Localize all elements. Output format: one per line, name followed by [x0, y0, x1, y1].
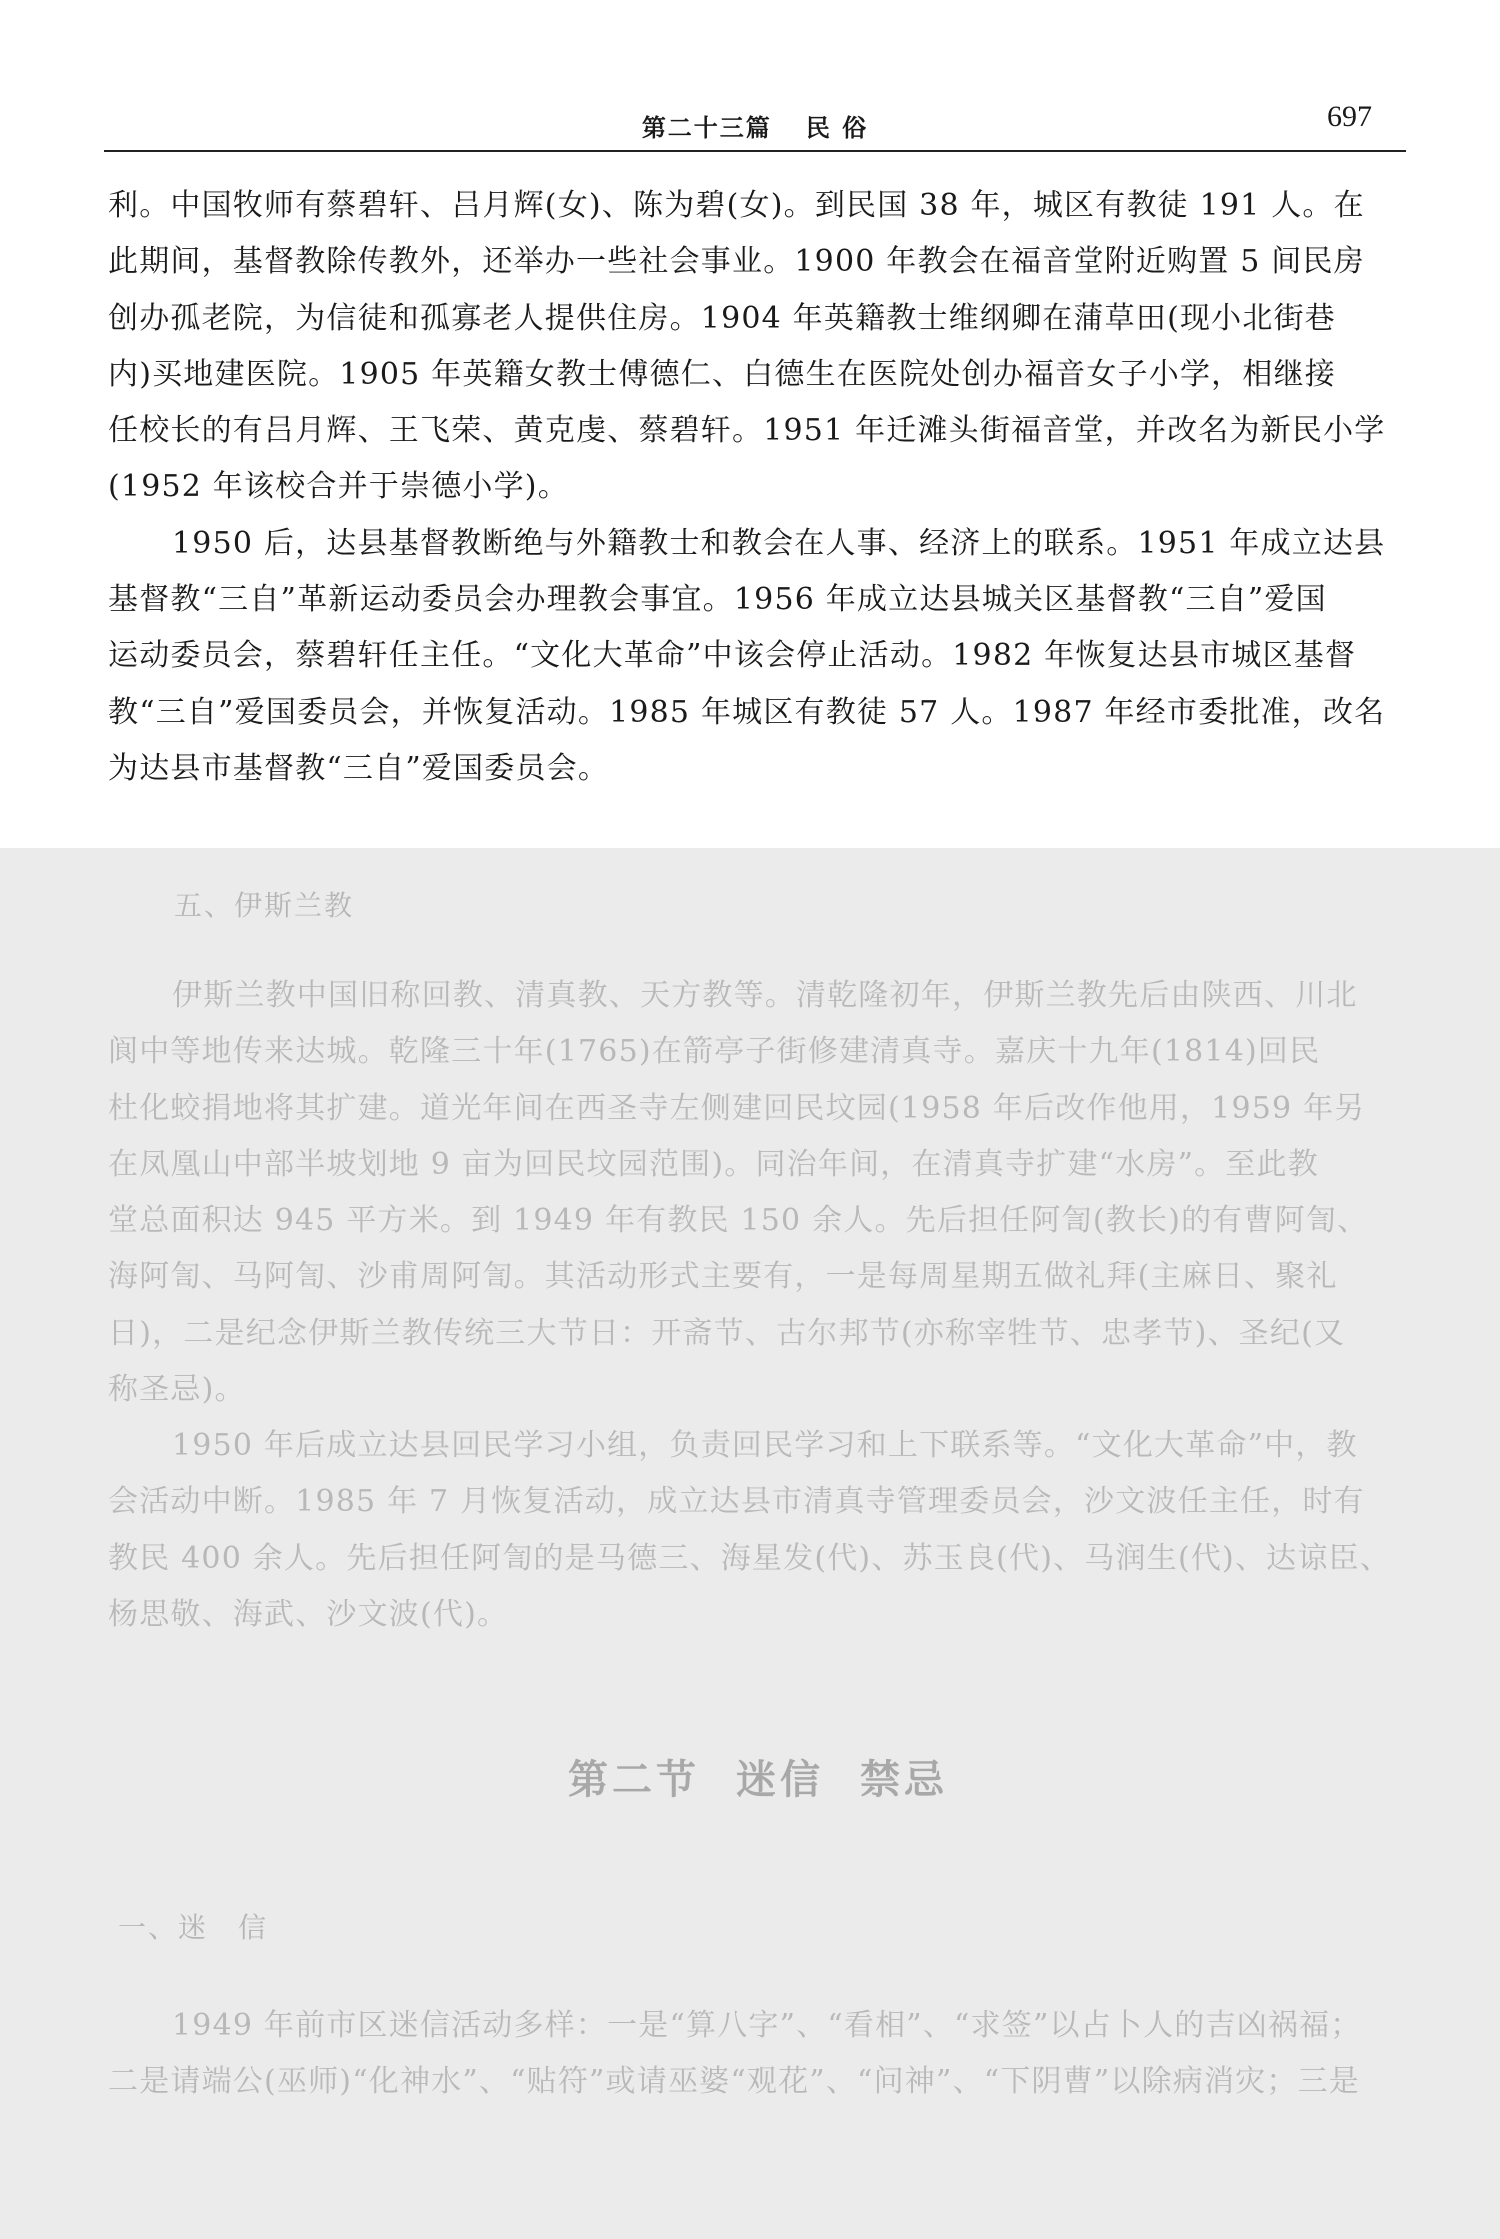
chapter-title-part-2: 禁忌 — [860, 1757, 948, 1803]
section-heading-islam: 五、伊斯兰教 — [174, 889, 355, 922]
islam-paragraph-2 — [108, 1418, 1408, 1643]
text-line: 基督教“三自”革新运动委员会办理教会事宜。1956 年成立达县城关区基督教“三自”爱国 — [108, 582, 1327, 618]
chapter-title-number: 第二节 — [568, 1757, 700, 1803]
page-header — [104, 94, 1406, 152]
christianity-section-continued — [108, 178, 1408, 797]
text-line: 创办孤老院，为信徒和孤寡老人提供住房。1904 年英籍教士维纲卿在蒲草田(现小北街巷 — [108, 300, 1336, 336]
text-line: 阆中等地传来达城。乾隆三十年(1765)在箭亭子街修建清真寺。嘉庆十九年(1814)回民 — [108, 1034, 1321, 1070]
text-line: 会活动中断。1985 年 7 月恢复活动，成立达县市清真寺管理委员会，沙文波任主任，时有 — [108, 1484, 1365, 1520]
paragraph — [108, 1418, 1408, 1643]
text-line: 1950 年后成立达县回民学习小组，负责回民学习和上下联系等。“文化大革命”中，教 — [172, 1428, 1358, 1463]
islam-paragraph-1 — [108, 968, 1408, 1418]
text-line: 为达县市基督教“三自”爱国委员会。 — [108, 750, 610, 786]
text-line: 海阿訇、马阿訇、沙甫周阿訇。其活动形式主要有，一是每周星期五做礼拜(主麻日、聚礼 — [108, 1259, 1338, 1295]
text-line: 堂总面积达 945 平方米。到 1949 年有教民 150 余人。先后担任阿訇(教长)的有曹阿訇、 — [108, 1203, 1369, 1239]
text-line: 日)，二是纪念伊斯兰教传统三大节日：开斋节、古尔邦节(亦称宰牲节、忠孝节)、圣纪(又 — [108, 1315, 1346, 1351]
running-head-topic: 民 俗 — [805, 114, 869, 142]
text-line: 二是请端公(巫师)“化神水”、“贴符”或请巫婆“观花”、“问神”、“下阴曹”以除病消灾；三是 — [108, 2064, 1360, 2100]
text-line: 伊斯兰教中国旧称回教、清真教、天方教等。清乾隆初年，伊斯兰教先后由陕西、川北 — [172, 978, 1358, 1013]
text-line: 运动委员会，蔡碧轩任主任。“文化大革命”中该会停止活动。1982 年恢复达县市城区基督 — [108, 638, 1357, 674]
text-line: 教“三自”爱国委员会，并恢复活动。1985 年城区有教徒 57 人。1987 年经市委批准，改名 — [108, 694, 1386, 730]
text-line: 称圣忌)。 — [108, 1372, 246, 1408]
paragraph — [108, 516, 1408, 797]
chapter-title — [108, 1748, 1408, 1805]
section-heading-superstition: 一、迷 信 — [118, 1911, 269, 1944]
text-line: 杨思敬、海武、沙文波(代)。 — [108, 1596, 509, 1632]
text-line: 杜化蛟捐地将其扩建。道光年间在西圣寺左侧建回民坟园(1958 年后改作他用，1959 年另 — [108, 1090, 1366, 1126]
page-number: 697 — [1327, 100, 1372, 133]
paragraph — [108, 968, 1408, 1418]
text-line: 1949 年前市区迷信活动多样：一是“算八字”、“看相”、“求签”以占卜人的吉凶祸福； — [172, 2008, 1362, 2043]
paragraph — [108, 178, 1408, 516]
superstition-paragraph — [108, 1998, 1408, 2111]
text-line: 1950 后，达县基督教断绝与外籍教士和教会在人事、经济上的联系。1951 年成立达县 — [172, 525, 1386, 561]
paragraph — [108, 1998, 1408, 2111]
faded-lower-region — [0, 848, 1500, 2239]
text-line: 任校长的有吕月辉、王飞荣、黄克虔、蔡碧轩。1951 年迁滩头街福音堂，并改名为新民小学 — [108, 413, 1386, 449]
text-line: 利。中国牧师有蔡碧轩、吕月辉(女)、陈为碧(女)。到民国 38 年，城区有教徒 191 人。在 — [108, 188, 1365, 223]
running-head — [104, 108, 1406, 143]
text-line: (1952 年该校合并于崇德小学)。 — [108, 469, 569, 505]
text-line: 在凤凰山中部半坡划地 9 亩为回民坟园范围)。同治年间，在清真寺扩建“水房”。至此教 — [108, 1146, 1319, 1182]
text-line: 此期间，基督教除传教外，还举办一些社会事业。1900 年教会在福音堂附近购置 5 间民房 — [108, 244, 1365, 280]
running-head-part: 第二十三篇 — [641, 114, 772, 142]
text-line: 内)买地建医院。1905 年英籍女教士傅德仁、白德生在医院处创办福音女子小学，相继接 — [108, 356, 1336, 392]
text-line: 教民 400 余人。先后担任阿訇的是马德三、海星发(代)、苏玉良(代)、马润生(代)、达谅臣、 — [108, 1540, 1391, 1576]
chapter-title-part-1: 迷信 — [736, 1757, 824, 1803]
